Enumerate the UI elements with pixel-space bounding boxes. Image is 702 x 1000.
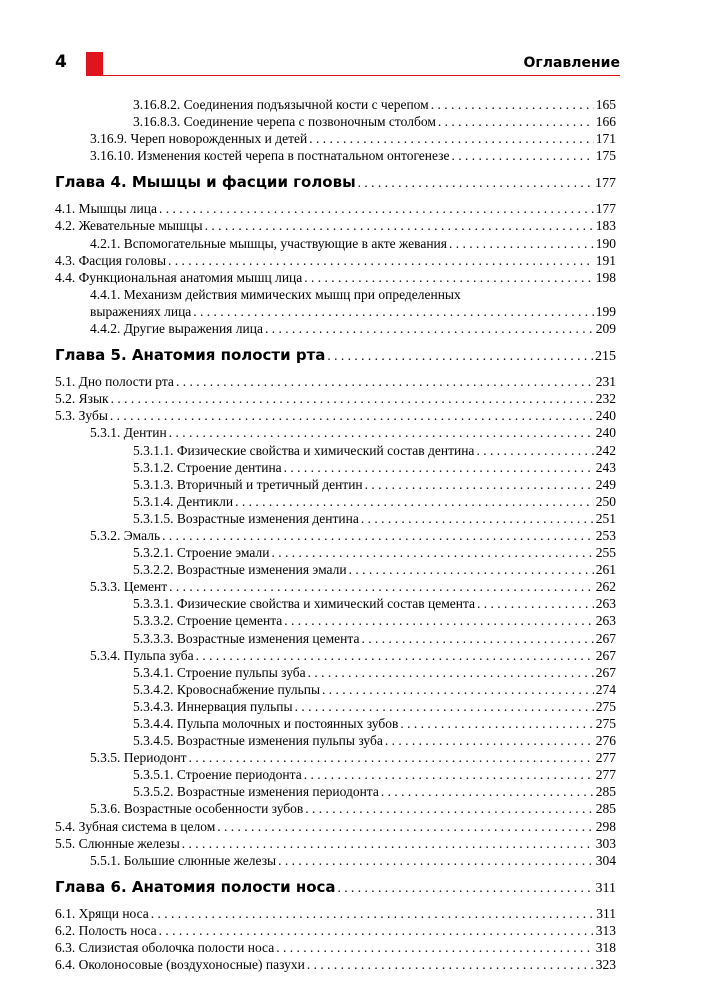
toc-entry-title: 5.3.1.4. Дентикли <box>133 493 234 509</box>
toc-chapter-heading <box>55 172 616 192</box>
toc-entry <box>55 732 616 749</box>
toc-entry-title: 5.3.3.3. Возрастные изменения цемента <box>133 630 360 646</box>
toc-entry-title: 4.2.1. Вспомогательные мышцы, участвующие в акте жевания <box>90 235 447 251</box>
dot-leader <box>205 217 594 234</box>
toc-page-number: 183 <box>595 218 616 234</box>
toc-entry-title: 5.3.1.5. Возрастные изменения дентина <box>133 510 359 526</box>
toc-entry-title: 5.5.1. Большие слюнные железы <box>90 852 277 868</box>
toc-entry-title: 5.3.2.2. Возрастные изменения эмали <box>133 562 347 578</box>
dot-leader <box>431 96 594 113</box>
toc-page-number: 231 <box>595 374 616 390</box>
toc-entry-title: 5.4. Зубная система в целом <box>55 818 216 834</box>
toc-entry <box>55 235 616 252</box>
chapter-title: Глава 6. Анатомия полости носа <box>55 877 336 896</box>
toc-entry-title-cont: выражениях лица <box>90 303 192 319</box>
toc-page-number: 190 <box>595 235 616 251</box>
dot-leader <box>327 346 593 366</box>
toc-page-number: 277 <box>595 750 616 766</box>
toc-entry-title: 3.16.9. Череп новорожденных и детей <box>90 131 308 147</box>
dot-leader <box>381 783 594 800</box>
toc-entry-title: 5.3.4.2. Кровоснабжение пульпы <box>133 681 321 697</box>
dot-leader <box>304 269 593 286</box>
toc-page-number: 313 <box>595 922 616 938</box>
toc-page-number: 275 <box>595 698 616 714</box>
toc-entry-title: 5.3.1.3. Вторичный и третичный дентин <box>133 476 363 492</box>
dot-leader <box>276 939 594 956</box>
toc-entry-title: 4.4.1. Механизм действия мимических мышц при определенных <box>90 286 461 302</box>
toc-page-number: 263 <box>595 613 616 629</box>
toc-page-number: 276 <box>595 733 616 749</box>
toc-entry-title: 5.2. Язык <box>55 391 109 407</box>
toc-entry <box>55 922 616 939</box>
dot-leader <box>110 407 594 424</box>
toc-page-number: 175 <box>595 148 616 164</box>
dot-leader <box>307 956 594 973</box>
toc-entry-title: 5.1. Дно полости рта <box>55 374 174 390</box>
toc-entry-title: 3.16.8.2. Соединения подъязычной кости с черепом <box>133 97 429 112</box>
toc-page-number: 298 <box>595 818 616 834</box>
toc-page-number: 199 <box>595 303 616 319</box>
toc-page-number: 243 <box>595 459 616 475</box>
toc-entry <box>55 147 616 164</box>
toc-entry-title: 5.3.5.1. Строение периодонта <box>133 767 302 783</box>
dot-leader <box>308 664 594 681</box>
toc-page-number: 232 <box>595 391 616 407</box>
dot-leader <box>322 681 594 698</box>
toc-page-number: 311 <box>596 905 616 921</box>
dot-leader <box>449 235 594 252</box>
toc-entry <box>55 130 616 147</box>
toc-entry <box>55 578 616 595</box>
toc-page-number: 215 <box>595 349 616 365</box>
toc-chapter-heading <box>55 877 616 897</box>
toc-page-number: 267 <box>595 630 616 646</box>
toc-entry <box>55 459 616 476</box>
toc-entry <box>55 905 616 922</box>
toc-entry-title: 5.5. Слюнные железы <box>55 835 180 851</box>
dot-leader <box>309 130 594 147</box>
running-title: Оглавление <box>523 55 620 71</box>
toc-page-number: 171 <box>595 131 616 147</box>
toc-entry <box>55 612 616 629</box>
dot-leader <box>438 113 594 130</box>
chapter-title: Глава 4. Мышцы и фасции головы <box>55 173 356 192</box>
toc-entry <box>55 286 616 320</box>
toc-entry <box>55 681 616 698</box>
toc-entry-title: 6.1. Хрящи носа <box>55 905 149 921</box>
dot-leader <box>304 766 594 783</box>
dot-leader <box>217 818 593 835</box>
toc-entry-title: 5.3.3.2. Строение цемента <box>133 613 283 629</box>
toc-page-number: 198 <box>595 269 616 285</box>
toc-entry-title: 5.3.2.1. Строение эмали <box>133 545 270 561</box>
dot-leader <box>162 527 594 544</box>
toc-entry <box>55 442 616 459</box>
toc-page-number: 261 <box>595 562 616 578</box>
toc-entry <box>55 595 616 612</box>
toc-entry-title: 5.3.2. Эмаль <box>90 527 161 543</box>
toc-entry-title: 5.3.3.1. Физические свойства и химический состав цемента <box>133 596 476 612</box>
toc-entry <box>55 818 616 835</box>
toc-entry <box>55 200 616 217</box>
dot-leader <box>189 749 594 766</box>
dot-leader <box>284 459 594 476</box>
dot-leader <box>477 595 594 612</box>
toc-page-number: 323 <box>595 957 616 973</box>
dot-leader <box>151 905 594 922</box>
toc-entry-title: 5.3.1. Дентин <box>90 425 167 441</box>
dot-leader <box>111 390 594 407</box>
toc-entry-title: 5.3.4. Пульпа зуба <box>90 647 194 663</box>
toc-entry-title: 5.3.4.4. Пульпа молочных и постоянных зубов <box>133 716 399 731</box>
toc-entry-title: 3.16.10. Изменения костей черепа в постнатальном онтогенезе <box>90 148 450 164</box>
toc-entry <box>55 939 616 956</box>
toc-page-number: 267 <box>595 664 616 680</box>
toc-entry <box>55 527 616 544</box>
toc-entry-title: 5.3. Зубы <box>55 408 108 424</box>
toc-page-number: 267 <box>595 647 616 663</box>
dot-leader <box>235 493 594 510</box>
dot-leader <box>295 698 594 715</box>
toc-entry <box>55 715 616 732</box>
toc-entry <box>55 698 616 715</box>
toc-page-number: 165 <box>595 97 616 112</box>
dot-leader <box>361 630 593 647</box>
toc-page-number: 303 <box>595 835 616 851</box>
toc-entry <box>55 561 616 578</box>
toc-entry <box>55 835 616 852</box>
toc-entry-title: 5.3.4.1. Строение пульпы зуба <box>133 664 306 680</box>
dot-leader <box>358 173 593 193</box>
toc-entry-title: 5.3.5.2. Возрастные изменения периодонта <box>133 784 379 800</box>
dot-leader <box>169 578 594 595</box>
toc-entry <box>55 766 616 783</box>
dot-leader <box>168 252 594 269</box>
toc-page-number: 242 <box>595 442 616 458</box>
toc-entry-title: 6.3. Слизистая оболочка полости носа <box>55 940 275 956</box>
dot-leader <box>361 510 594 527</box>
toc-entry-title: 5.3.3. Цемент <box>90 579 168 595</box>
dot-leader <box>385 732 594 749</box>
toc-entry-title: 5.3.5. Периодонт <box>90 750 187 766</box>
toc-entry-title: 5.3.1.2. Строение дентина <box>133 459 282 475</box>
table-of-contents <box>55 96 616 973</box>
toc-page-number: 263 <box>595 596 616 612</box>
toc-entry <box>55 647 616 664</box>
toc-entry <box>55 96 616 113</box>
toc-entry-title: 4.4.2. Другие выражения лица <box>90 321 263 337</box>
toc-entry-title: 3.16.8.3. Соединение черепа с позвоночным столбом <box>133 114 436 130</box>
dot-leader <box>349 561 594 578</box>
toc-page-number: 274 <box>595 681 616 697</box>
toc-entry <box>55 269 616 286</box>
toc-page-number: 177 <box>595 201 616 217</box>
toc-entry <box>55 390 616 407</box>
toc-page-number: 304 <box>595 852 616 868</box>
toc-page-number: 285 <box>595 784 616 800</box>
toc-page-number: 166 <box>595 114 616 130</box>
toc-entry <box>55 476 616 493</box>
toc-page-number: 209 <box>595 321 616 337</box>
toc-page-number: 255 <box>595 545 616 561</box>
toc-chapter-heading <box>55 345 616 365</box>
toc-page-number: 275 <box>595 716 616 731</box>
toc-entry <box>55 852 616 869</box>
red-marker <box>86 52 103 76</box>
toc-page-number: 240 <box>595 425 616 441</box>
toc-page-number: 285 <box>595 801 616 817</box>
toc-page-number: 177 <box>595 176 616 192</box>
dot-leader <box>452 147 594 164</box>
toc-page-number: 311 <box>595 880 616 896</box>
toc-page-number: 191 <box>595 252 616 268</box>
dot-leader <box>159 922 594 939</box>
dot-leader <box>265 320 594 337</box>
toc-entry-title: 5.3.4.5. Возрастные изменения пульпы зуба <box>133 733 383 749</box>
dot-leader <box>271 544 593 561</box>
toc-entry-title: 4.1. Мышцы лица <box>55 201 157 217</box>
toc-page-number: 249 <box>595 476 616 492</box>
toc-entry <box>55 956 616 973</box>
toc-page-number: 253 <box>595 527 616 543</box>
dot-leader <box>169 424 594 441</box>
toc-entry <box>55 630 616 647</box>
toc-entry-title: 5.3.1.1. Физические свойства и химический состав дентина <box>133 442 475 458</box>
toc-page-number: 262 <box>595 579 616 595</box>
toc-entry <box>55 510 616 527</box>
dot-leader <box>365 476 594 493</box>
dot-leader <box>278 852 594 869</box>
dot-leader <box>338 878 594 898</box>
page-header <box>0 0 702 80</box>
toc-entry-title: 5.3.6. Возрастные особенности зубов <box>90 801 304 817</box>
dot-leader <box>400 715 593 732</box>
dot-leader <box>182 835 594 852</box>
toc-page-number: 251 <box>595 510 616 526</box>
toc-entry <box>55 749 616 766</box>
dot-leader <box>159 200 594 217</box>
toc-entry-title: 6.2. Полость носа <box>55 922 157 938</box>
toc-entry <box>55 664 616 681</box>
dot-leader <box>176 373 594 390</box>
toc-entry <box>55 407 616 424</box>
page-number: 4 <box>55 52 67 72</box>
toc-entry <box>55 217 616 234</box>
toc-entry <box>55 424 616 441</box>
dot-leader <box>305 800 593 817</box>
dot-leader <box>193 303 593 320</box>
header-rule <box>86 75 620 76</box>
dot-leader <box>196 647 594 664</box>
toc-entry <box>55 544 616 561</box>
toc-entry <box>55 113 616 130</box>
dot-leader <box>284 612 593 629</box>
dot-leader <box>476 442 593 459</box>
toc-entry-title: 6.4. Околоносовые (воздухоносные) пазухи <box>55 957 305 973</box>
toc-entry <box>55 320 616 337</box>
toc-page-number: 240 <box>595 408 616 424</box>
toc-entry <box>55 493 616 510</box>
toc-page-number: 318 <box>595 940 616 956</box>
toc-entry-title: 5.3.4.3. Иннервация пульпы <box>133 698 293 714</box>
chapter-title: Глава 5. Анатомия полости рта <box>55 346 326 365</box>
toc-entry-title: 4.4. Функциональная анатомия мышц лица <box>55 269 303 285</box>
toc-page-number: 277 <box>595 767 616 783</box>
toc-entry <box>55 800 616 817</box>
toc-page-number: 250 <box>595 493 616 509</box>
toc-entry <box>55 783 616 800</box>
toc-entry-title: 4.3. Фасция головы <box>55 252 167 268</box>
toc-entry-title: 4.2. Жевательные мышцы <box>55 218 203 234</box>
toc-entry <box>55 252 616 269</box>
toc-entry <box>55 373 616 390</box>
